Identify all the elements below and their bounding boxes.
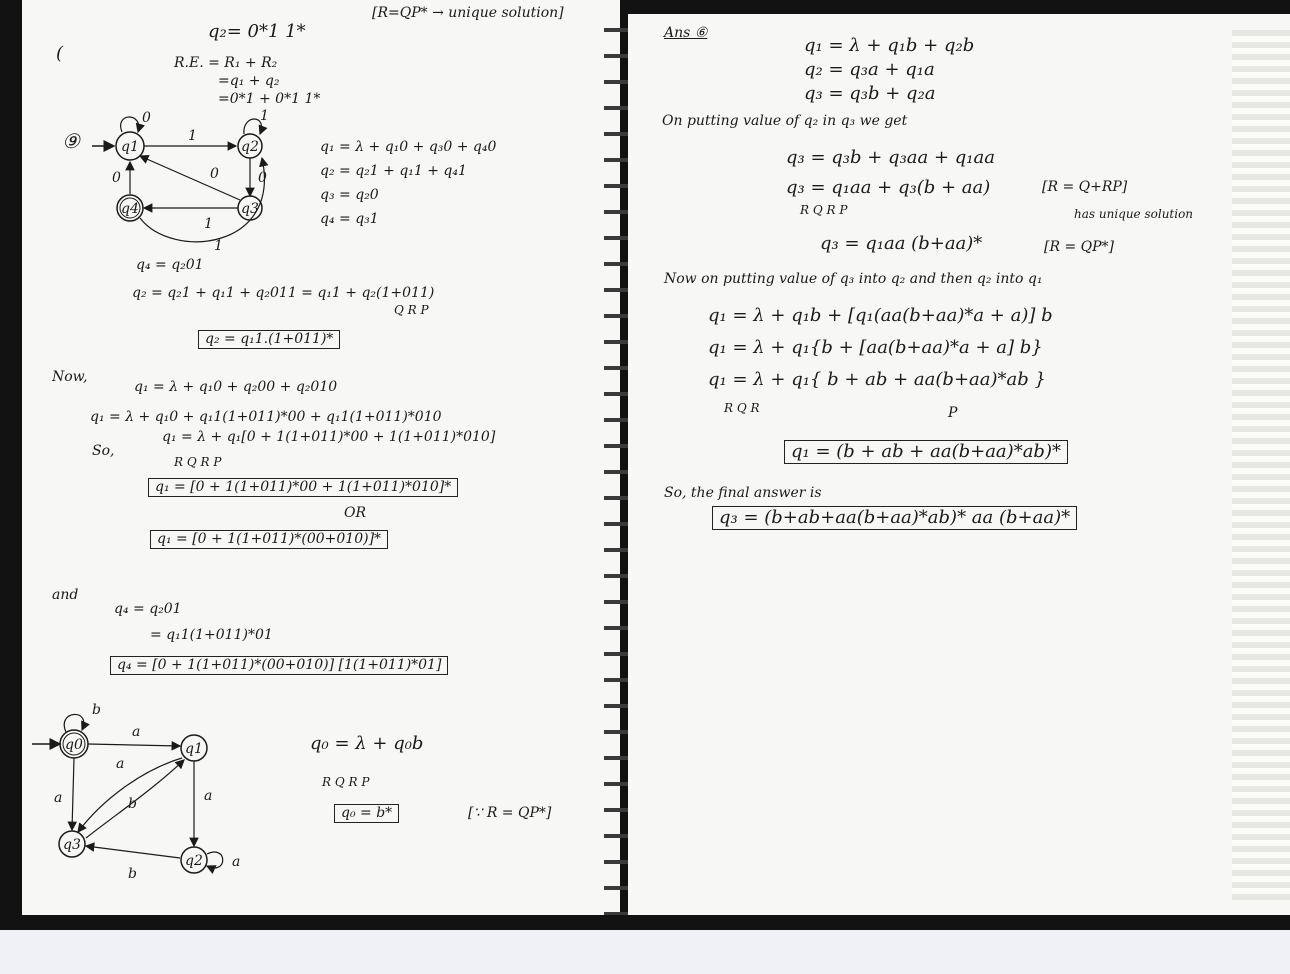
- label-a-mid: a: [116, 756, 125, 772]
- left-page: [22, 0, 620, 915]
- label-1-curve: 1: [214, 238, 223, 254]
- label-a-left: a: [54, 790, 63, 806]
- state-q1-label: q1: [121, 139, 139, 155]
- right-page: [628, 14, 1290, 915]
- q4-eq1: q₄ = q₂01: [114, 601, 182, 617]
- label-0-diag: 0: [210, 166, 219, 182]
- label-b-mid: b: [128, 796, 137, 812]
- q2-sub: q₂ = q₂1 + q₁1 + q₂011 = q₁1 + q₂(1+011): [132, 285, 435, 301]
- now-putting-text: Now on putting value of q₃ into q₂ and then q₂ into q₁: [664, 271, 1043, 287]
- label-1-top: 1: [188, 128, 197, 144]
- putting-text: On putting value of q₂ in q₃ we get: [662, 113, 908, 129]
- now-label: Now,: [52, 369, 88, 385]
- q1-marks: R Q R P: [174, 455, 222, 469]
- rule-2: [R = QP*]: [1044, 239, 1114, 255]
- edge-q4-q2: [140, 158, 264, 242]
- q0-eq: q₀ = λ + q₀b: [310, 733, 424, 754]
- edge-q3-q1: [140, 156, 240, 200]
- re-line-2: =q₁ + q₂: [218, 73, 280, 89]
- r-n3: q₁ = λ + q₁{ b + ab + aa(b+aa)*ab }: [708, 369, 1046, 390]
- edge-q0-q1: [88, 744, 180, 746]
- r-eq3: q₃ = q₃b + q₂a: [804, 83, 936, 104]
- unique-note: [R=QP* → unique solution]: [372, 5, 564, 21]
- answer-6-label: Ans ⑥: [664, 25, 708, 41]
- q1-form: q₁ = λ + q₁[0 + 1(1+011)*00 + 1(1+011)*010]: [162, 429, 496, 445]
- or-label: OR: [344, 505, 367, 521]
- automaton-diagram-q9: [92, 110, 312, 260]
- and-label: and: [52, 587, 79, 603]
- state-q0-label: q0: [65, 737, 83, 753]
- state-q3-label: q3: [241, 201, 259, 217]
- open-paren: (: [56, 43, 64, 64]
- q0-note: [∵ R = QP*]: [468, 805, 552, 821]
- re-line-3: =0*1 + 0*1 1*: [218, 91, 321, 107]
- label-b-bottom: b: [128, 866, 137, 882]
- q9-eq4: q₄ = q₃1: [320, 211, 379, 227]
- q1-eq: q₁ = λ + q₁0 + q₂00 + q₂010: [134, 379, 338, 395]
- so-label: So,: [92, 443, 115, 459]
- q1-result-box: q₁ = [0 + 1(1+011)*00 + 1(1+011)*010]*: [148, 478, 458, 497]
- edge-q1-q3: [78, 758, 182, 832]
- q4-sub: q₄ = q₂01: [136, 257, 204, 273]
- automaton-diagram-bottom: [32, 700, 262, 890]
- edge-q0-q3: [72, 758, 74, 830]
- r-s2-marks: R Q R P: [800, 203, 848, 217]
- re-line: R.E. = R₁ + R₂: [174, 55, 278, 71]
- label-1-loop: 1: [260, 108, 269, 124]
- label-a-top: a: [132, 724, 141, 740]
- q0-result-box: q₀ = b*: [334, 804, 399, 823]
- r-s1: q₃ = q₃b + q₃aa + q₁aa: [786, 147, 995, 168]
- r-eq2: q₂ = q₃a + q₁a: [804, 59, 935, 80]
- q3-final-box: q₃ = (b+ab+aa(b+aa)*ab)* aa (b+aa)*: [712, 506, 1077, 530]
- r-n3-marks: R Q R: [724, 401, 760, 415]
- q9-eq1: q₁ = λ + q₁0 + q₃0 + q₄0: [320, 139, 497, 155]
- r-n2: q₁ = λ + q₁{b + [aa(b+aa)*a + a] b}: [708, 337, 1043, 358]
- r-s3: q₃ = q₁aa (b+aa)*: [820, 233, 983, 254]
- p-label: P: [948, 405, 958, 421]
- page-edges: [1232, 30, 1290, 900]
- q2-marks: Q R P: [394, 303, 429, 317]
- q2-result-box: q₂ = q₁1.(1+011)*: [198, 330, 340, 349]
- q4-result-box: q₄ = [0 + 1(1+011)*(00+010)] [1(1+011)*01]: [110, 656, 448, 675]
- q2-line: q₂= 0*1 1*: [208, 21, 306, 42]
- r-n1: q₁ = λ + q₁b + [q₁(aa(b+aa)*a + a)] b: [708, 305, 1053, 326]
- q0-marks: R Q R P: [322, 775, 370, 789]
- state-q2b-label: q2: [185, 853, 203, 869]
- state-q3b-label: q3: [63, 837, 81, 853]
- label-0-left: 0: [112, 170, 121, 186]
- final-answer-text: So, the final answer is: [664, 485, 822, 501]
- bottom-strip: [0, 930, 1290, 974]
- rule-1: [R = Q+RP]: [1042, 179, 1128, 195]
- q9-eq2: q₂ = q₂1 + q₁1 + q₄1: [320, 163, 467, 179]
- state-q2-label: q2: [241, 139, 259, 155]
- label-b-loop: b: [92, 702, 101, 718]
- state-q4-label: q4: [121, 201, 139, 217]
- question-9-label: ⑨: [62, 129, 80, 153]
- q1-final-box: q₁ = (b + ab + aa(b+aa)*ab)*: [784, 440, 1068, 464]
- state-q1b-label: q1: [185, 741, 203, 757]
- has-unique-note: has unique solution: [1074, 207, 1194, 221]
- r-eq1: q₁ = λ + q₁b + q₂b: [804, 35, 975, 56]
- loop-q2: [207, 852, 223, 868]
- label-0-loop: 0: [142, 110, 151, 126]
- q4-eq2: = q₁1(1+011)*01: [150, 627, 273, 643]
- label-a-loop: a: [232, 854, 241, 870]
- label-1-bottom: 1: [204, 216, 213, 232]
- label-0-right: 0: [258, 170, 267, 186]
- loop-q2: [244, 119, 262, 134]
- edge-q2-q3: [86, 846, 180, 858]
- q9-eq3: q₃ = q₂0: [320, 187, 379, 203]
- label-a-right: a: [204, 788, 213, 804]
- r-s2: q₃ = q₁aa + q₃(b + aa): [786, 177, 991, 198]
- q1-sub: q₁ = λ + q₁0 + q₁1(1+011)*00 + q₁1(1+011)*010: [90, 409, 442, 425]
- loop-q1: [121, 117, 139, 132]
- q1-result-box-2: q₁ = [0 + 1(1+011)*(00+010)]*: [150, 530, 388, 549]
